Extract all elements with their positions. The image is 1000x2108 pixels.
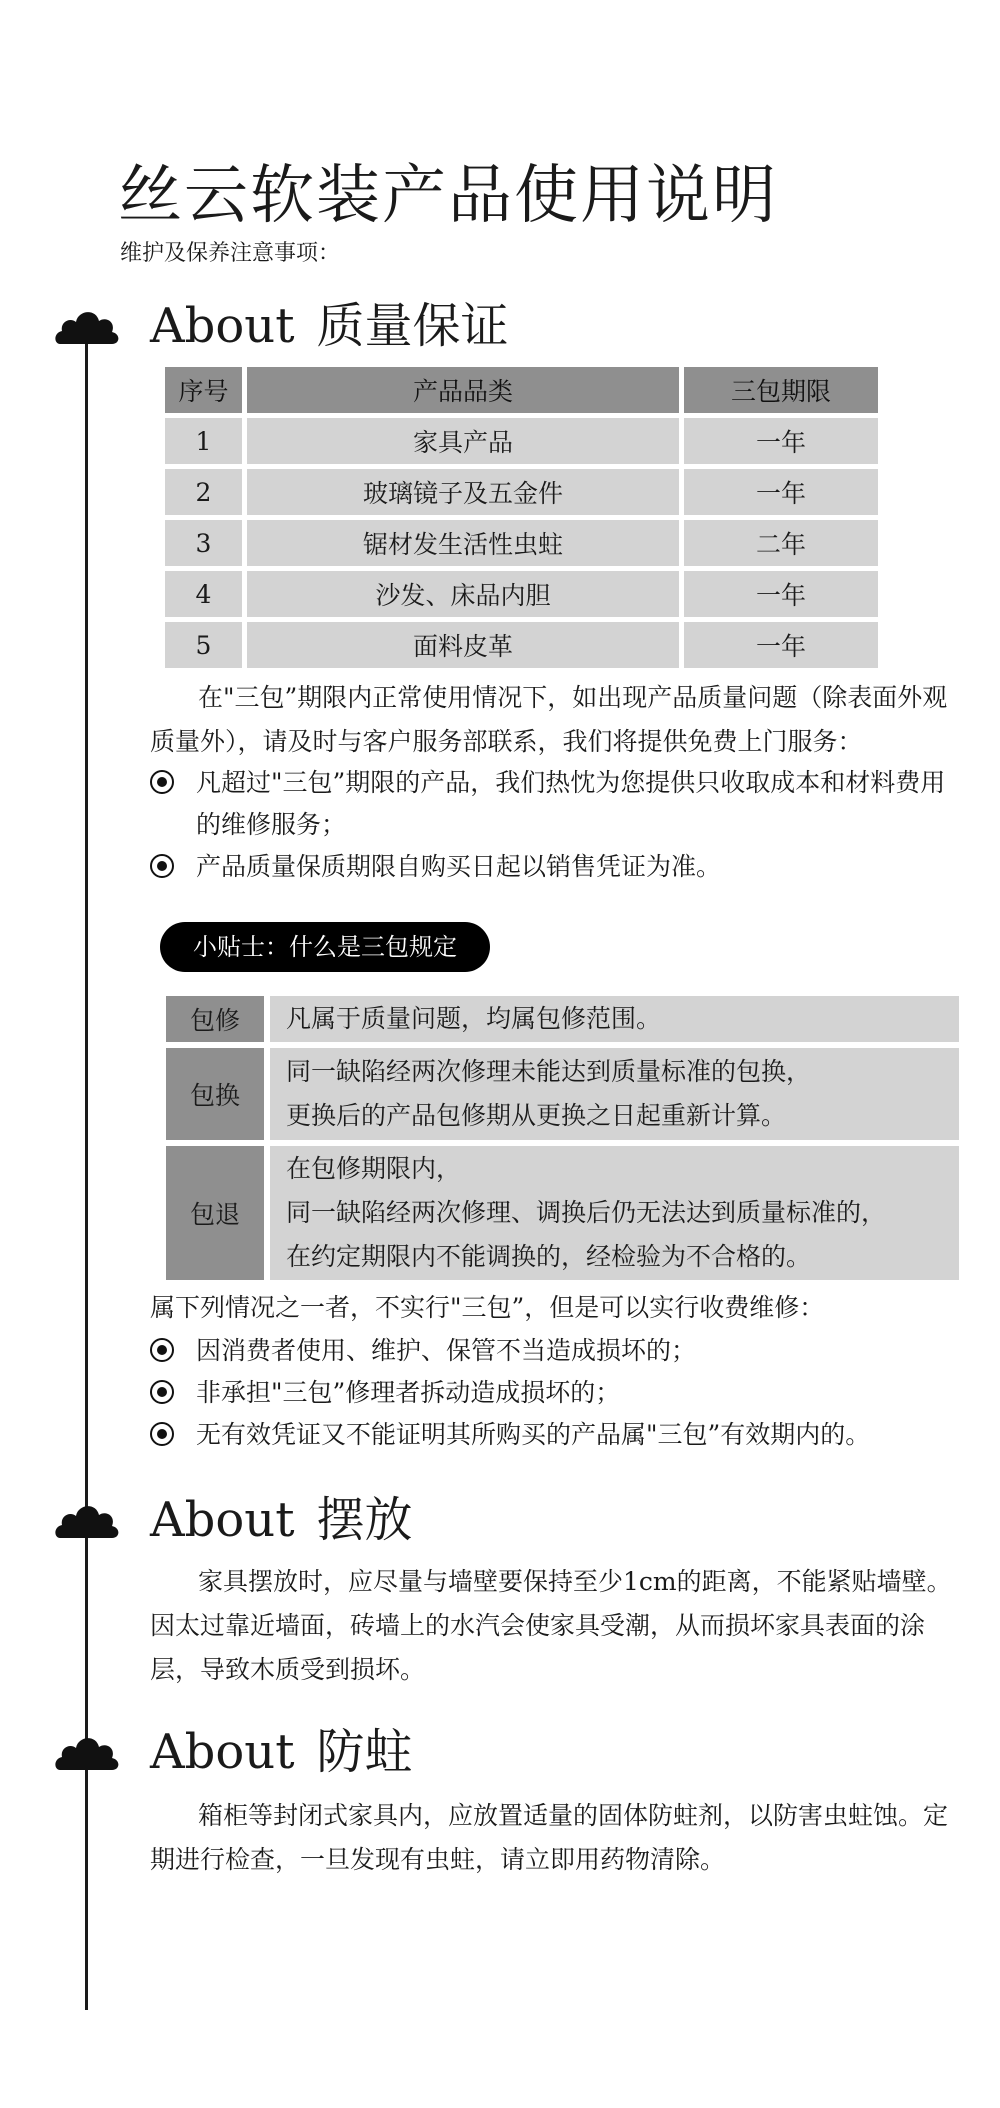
section-heading-placement bbox=[150, 1492, 413, 1550]
exclusion-intro: 属下列情况之一者，不实行"三包”，但是可以实行收费维修： bbox=[150, 1293, 825, 1322]
list-item-text: 无有效凭证又不能证明其所购买的产品属"三包”有效期内的。 bbox=[196, 1420, 871, 1449]
table-row bbox=[166, 1048, 959, 1140]
list-item-text: 产品质量保质期限自购买日起以销售凭证为准。 bbox=[196, 852, 722, 881]
table-cell: 二年 bbox=[684, 520, 878, 566]
list-item bbox=[150, 1372, 965, 1414]
table-cell: 玻璃镜子及五金件 bbox=[247, 469, 679, 515]
table-cell: 家具产品 bbox=[247, 418, 679, 464]
section-heading-quality bbox=[150, 298, 509, 356]
policy-label: 包换 bbox=[166, 1048, 264, 1140]
table-row bbox=[165, 469, 878, 515]
cloud-icon bbox=[54, 1728, 120, 1774]
table-cell: 2 bbox=[165, 469, 242, 515]
table-row bbox=[165, 622, 878, 668]
table-cell: 一年 bbox=[684, 469, 878, 515]
table-row bbox=[165, 571, 878, 617]
table-cell: 4 bbox=[165, 571, 242, 617]
policy-desc bbox=[270, 1146, 959, 1280]
table-row bbox=[165, 520, 878, 566]
cloud-icon bbox=[54, 1496, 120, 1542]
circle-bullet-icon bbox=[150, 1380, 174, 1404]
section-title: 摆放 bbox=[316, 1492, 413, 1548]
table-cell: 锯材发生活性虫蛀 bbox=[247, 520, 679, 566]
list-item-text: 非承担"三包”修理者拆动造成损坏的； bbox=[196, 1378, 621, 1407]
insect-paragraph: 箱柜等封闭式家具内，应放置适量的固体防蛀剂，以防害虫蛀蚀。定期进行检查，一旦发现有虫蛀，请立即用药物清除。 bbox=[150, 1801, 949, 1874]
policy-line: 在包修期限内， bbox=[286, 1154, 462, 1183]
list-item bbox=[150, 846, 965, 888]
list-item bbox=[150, 1414, 965, 1456]
policy-line: 更换后的产品包修期从更换之日起重新计算。 bbox=[286, 1101, 787, 1130]
placement-paragraph: 家具摆放时，应尽量与墙壁要保持至少1cm的距离，不能紧贴墙壁。因太过靠近墙面，砖墙上的水汽会使家具受潮，从而损坏家具表面的涂层，导致木质受到损坏。 bbox=[150, 1567, 952, 1684]
table-header-row bbox=[165, 367, 878, 413]
quality-bullet-list bbox=[150, 762, 965, 888]
table-cell: 1 bbox=[165, 418, 242, 464]
circle-bullet-icon bbox=[150, 770, 174, 794]
table-row bbox=[166, 996, 959, 1042]
warranty-table bbox=[160, 362, 883, 673]
section-heading-insect bbox=[150, 1724, 413, 1782]
table-cell: 沙发、床品内胆 bbox=[247, 571, 679, 617]
table-cell: 一年 bbox=[684, 622, 878, 668]
circle-bullet-icon bbox=[150, 1422, 174, 1446]
exclusion-bullet-list bbox=[150, 1330, 965, 1456]
section-prefix: About bbox=[150, 298, 295, 354]
list-item-text: 凡超过"三包”期限的产品，我们热忱为您提供只收取成本和材料费用的维修服务； bbox=[196, 768, 946, 839]
list-item-text: 因消费者使用、维护、保管不当造成损坏的； bbox=[196, 1336, 697, 1365]
section-prefix: About bbox=[150, 1492, 295, 1548]
tip-label: 小贴士：什么是三包规定 bbox=[160, 922, 490, 972]
circle-bullet-icon bbox=[150, 1338, 174, 1362]
policy-line: 在约定期限内不能调换的，经检验为不合格的。 bbox=[286, 1242, 812, 1271]
policy-label: 包退 bbox=[166, 1146, 264, 1280]
table-row bbox=[166, 1146, 959, 1280]
policy-desc bbox=[270, 1048, 959, 1140]
policy-desc bbox=[270, 996, 959, 1042]
column-header: 产品品类 bbox=[247, 367, 679, 413]
policy-line: 同一缺陷经两次修理、调换后仍无法达到质量标准的， bbox=[286, 1198, 887, 1227]
section-prefix: About bbox=[150, 1724, 295, 1780]
quality-paragraph: 在"三包”期限内正常使用情况下，如出现产品质量问题（除表面外观质量外），请及时与客户服务部联系，我们将提供免费上门服务： bbox=[150, 683, 948, 756]
table-cell: 一年 bbox=[684, 571, 878, 617]
table-cell: 3 bbox=[165, 520, 242, 566]
circle-bullet-icon bbox=[150, 854, 174, 878]
section-title: 质量保证 bbox=[316, 298, 509, 354]
page-subtitle: 维护及保养注意事项： bbox=[120, 241, 341, 266]
list-item bbox=[150, 1330, 965, 1372]
page-title: 丝云软装产品使用说明 bbox=[118, 159, 778, 233]
column-header: 三包期限 bbox=[684, 367, 878, 413]
table-cell: 5 bbox=[165, 622, 242, 668]
policy-label: 包修 bbox=[166, 996, 264, 1042]
policy-table bbox=[160, 990, 965, 1286]
table-cell: 面料皮革 bbox=[247, 622, 679, 668]
policy-line: 同一缺陷经两次修理未能达到质量标准的包换， bbox=[286, 1057, 812, 1086]
column-header: 序号 bbox=[165, 367, 242, 413]
table-row bbox=[165, 418, 878, 464]
list-item bbox=[150, 762, 965, 846]
policy-line: 凡属于质量问题，均属包修范围。 bbox=[286, 1004, 662, 1033]
section-title: 防蛀 bbox=[316, 1724, 413, 1780]
table-cell: 一年 bbox=[684, 418, 878, 464]
cloud-icon bbox=[54, 302, 120, 348]
